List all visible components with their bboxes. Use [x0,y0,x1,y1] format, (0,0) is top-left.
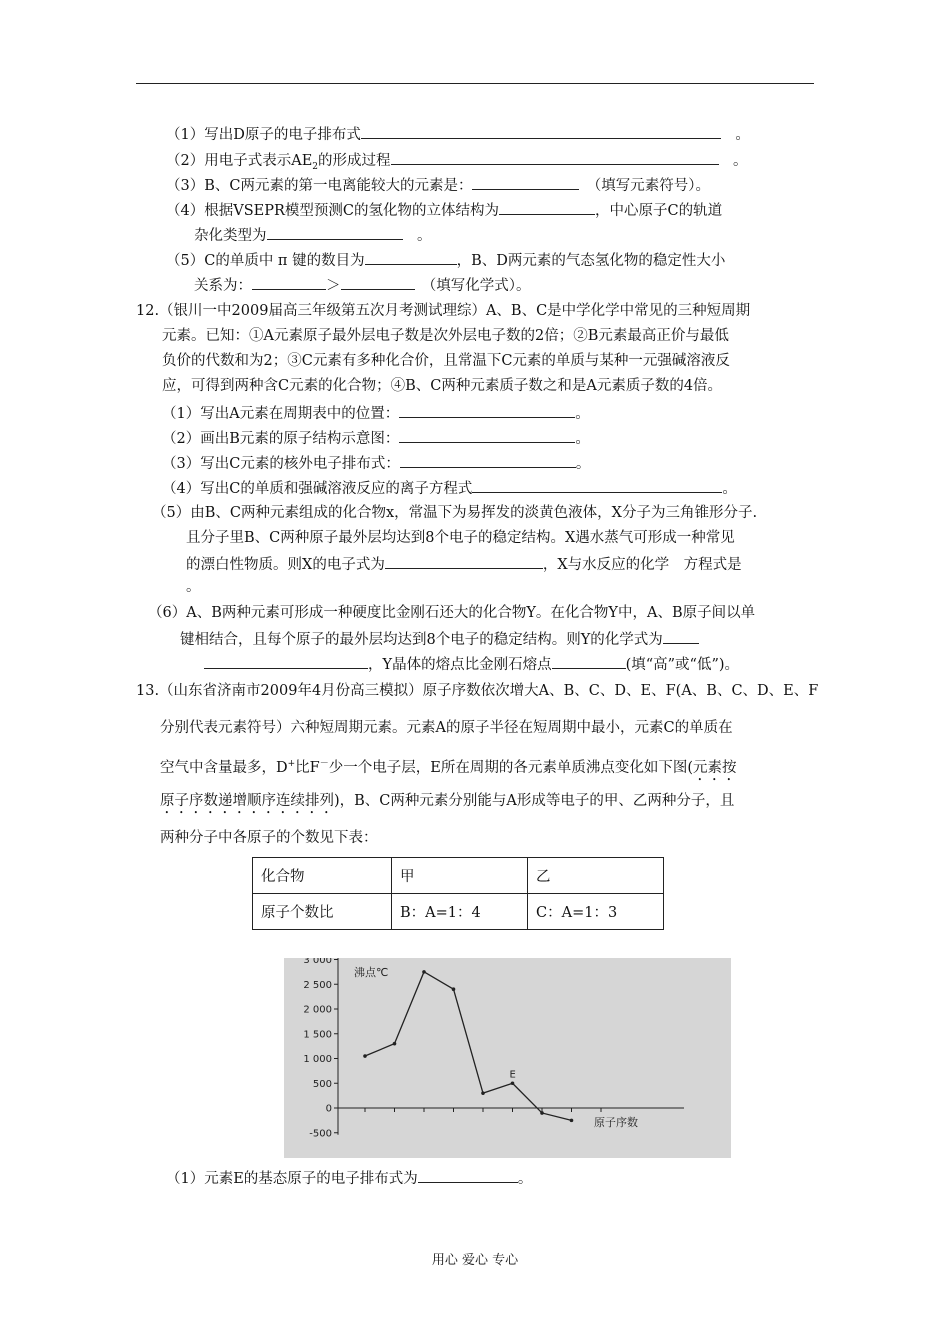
q13-line3: 空气中含量最多，D+比F－少一个电子层，E所在周期的各元素单质沸点变化如下图(元素按 [160,759,737,776]
chart-svg [284,958,731,1158]
answer-blank[interactable] [361,124,721,139]
q11-part5a: （5）C的单质中 π 键的数目为 ，B、D两元素的气态氢化物的稳定性大小 [166,250,725,270]
q13-line2: 分别代表元素符号）六种短周期元素。元素A的原子半径在短周期中最小，元素C的单质在 [160,720,733,736]
y-tick-label: 1 500 [303,1029,332,1041]
answer-blank[interactable] [400,453,576,468]
data-point [393,1042,397,1046]
answer-blank[interactable] [552,654,626,669]
point-label-e: E [509,1069,516,1081]
y-tick-label: -500 [309,1128,332,1140]
q12-part5b: 且分子里B、C两种原子最外层均达到8个电子的稳定结构。X遇水蒸气可形成一种常见 [186,530,735,546]
q12-intro-line4: 应，可得到两种含C元素的化合物；④B、C两种元素质子数之和是A元素质子数的4倍。 [162,378,723,394]
answer-blank[interactable] [472,478,722,493]
y-tick-label: 2 500 [303,979,332,991]
q12-part6b: 键相结合，且每个原子的最外层均达到8个电子的稳定结构。则Y的化学式为 [180,629,699,649]
table-row [253,894,664,930]
data-point [422,970,426,974]
table-cell: C：A=1：3 [528,894,664,930]
answer-blank[interactable] [391,150,719,165]
q13-part1: （1）元素E的基态原子的电子排布式为 。 [166,1168,532,1188]
table-cell: 原子个数比 [253,894,392,930]
y-tick-label: 500 [312,1078,332,1090]
q11-part2: （2）用电子式表示$AE_2$的形成过程 。 [166,150,748,176]
q11-part3: （3）B、C两元素的第一电离能较大的元素是： （填写元素符号）。 [166,175,710,195]
q12-intro-line3: 负价的代数和为2；③C元素有多种化合价，且常温下C元素的单质与某种一元强碱溶液反 [162,353,730,369]
q11-part5b: 关系为： ＞ （填写化学式）。 [194,275,531,295]
q12-part1: （1）写出A元素在周期表中的位置： 。 [162,403,590,423]
answer-blank[interactable] [499,200,595,215]
q12-part5d: 。 [186,579,201,595]
q11-part4b: 杂化类型为 。 [194,225,432,245]
q11-part1: （1）写出D原子的电子排布式 。 [166,124,750,144]
answer-blank[interactable] [472,175,579,190]
answer-blank[interactable] [365,250,457,265]
data-point [452,987,456,991]
table-header-cell: 乙 [528,858,664,894]
series-line [365,972,572,1121]
q13-line1: 13.（山东省济南市2009年4月份高三模拟）原子序数依次增大A、B、C、D、E、F(A、B、C、D、E、F [136,683,819,699]
answer-blank[interactable] [399,403,575,418]
answer-blank[interactable] [399,428,575,443]
data-point [363,1054,367,1058]
q12-part3: （3）写出C元素的核外电子排布式： 。 [162,453,590,473]
q12-part5a: （5）由B、C两种元素组成的化合物x，常温下为易挥发的淡黄色液体，X分子为三角锥形分子. [152,505,758,521]
answer-blank[interactable] [385,554,543,569]
answer-blank[interactable] [663,629,699,644]
data-point [511,1081,515,1085]
data-point [481,1091,485,1095]
table-header-row [253,858,664,894]
q12-part6c: ，Y晶体的熔点比金刚石熔点 (填“高”或“低”)。 [204,654,739,674]
table-cell: B：A=1：4 [392,894,528,930]
data-point [540,1111,544,1115]
data-point [570,1119,574,1123]
table-header-cell: 甲 [392,858,528,894]
answer-blank[interactable] [252,275,326,290]
y-axis-label: 沸点℃ [354,966,389,979]
q12-intro-line2: 元素。已知：①A元素原子最外层电子数是次外层电子数的2倍；②B元素最高正价与最低 [162,328,729,344]
q12-part4: （4）写出C的单质和强碱溶液反应的离子方程式 。 [162,478,737,498]
y-tick-label: 0 [325,1103,332,1115]
q12-intro-line1: 12.（银川一中2009届高三年级第五次月考测试理综）A、B、C是中学化学中常见的三种短周期 [136,303,751,319]
q12-part2: （2）画出B元素的原子结构示意图： 。 [162,428,590,448]
answer-blank[interactable] [204,654,368,669]
q13-line5: 两种分子中各原子的个数见下表： [160,830,378,846]
answer-blank[interactable] [267,225,403,240]
q12-part5c: 的漂白性物质。则X的电子式为 ，X与水反应的化学 方程式是 [186,554,742,574]
page-footer: 用心 爱心 专心 [431,1253,519,1268]
q11-part4a: （4）根据VSEPR模型预测C的氢化物的立体结构为 ，中心原子C的轨道 [166,200,722,220]
y-tick-label: 2 000 [303,1004,332,1016]
atom-ratio-table [252,857,664,930]
x-axis-label: 原子序数 [594,1116,638,1129]
y-tick-label: 1 000 [303,1054,332,1065]
table-header-cell: 化合物 [253,858,392,894]
boiling-point-chart [284,958,731,1158]
q13-line4: 原子序数递增顺序连续排列)，B、C两种元素分别能与A形成等电子的甲、乙两种分子，且 [160,793,735,809]
y-tick-label: 3 000 [303,958,332,966]
answer-blank[interactable] [341,275,415,290]
q12-part6a: （6）A、B两种元素可形成一种硬度比金刚石还大的化合物Y。在化合物Y中，A、B原子间以单 [148,605,756,621]
header-rule [136,83,814,84]
answer-blank[interactable] [418,1168,518,1183]
